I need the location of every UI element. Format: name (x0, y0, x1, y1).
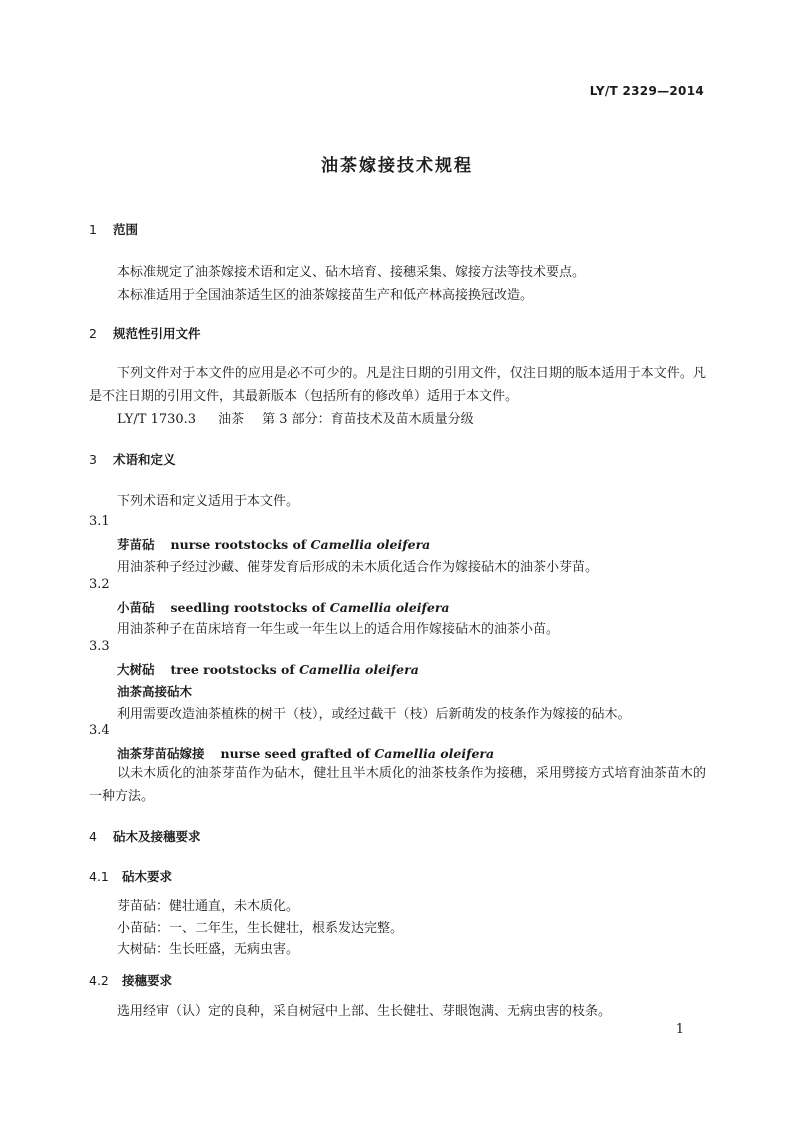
subsection-title: 砧木要求 (122, 869, 173, 884)
subsection-title: 接穗要求 (122, 973, 173, 988)
subsection-number: 4.2 (89, 973, 109, 988)
term-definition: 以未木质化的油茶芽苗作为砧木，健壮且半木质化的油茶枝条作为接穗，采用劈接方式培育油茶苗木的一种方法。 (89, 766, 706, 804)
subsection-heading-4-1 (89, 867, 172, 885)
section-title: 范围 (113, 222, 139, 237)
paragraph: 下列文件对于本文件的应用是必不可少的。凡是注日期的引用文件，仅注日期的版本适用于本文件。凡是不注日期的引用文件，其最新版本（包括所有的修改单）适用于本文件。 (89, 366, 706, 404)
paragraph: 下列术语和定义适用于本文件。 (117, 494, 300, 509)
section-heading-2 (89, 324, 201, 342)
term-zh: 油茶芽苗砧嫁接 (117, 746, 205, 761)
term-number: 3.2 (89, 577, 110, 592)
reference-title-b: 第 3 部分：育苗技术及苗木质量分级 (262, 412, 474, 427)
term-number: 3.4 (89, 723, 110, 738)
term-synonym: 油茶高接砧木 (117, 684, 193, 699)
section-number: 2 (89, 326, 97, 341)
subsection-number: 4.1 (89, 869, 109, 884)
page-title: 油茶嫁接技术规程 (321, 156, 473, 176)
normative-reference (117, 408, 474, 427)
term-en: seedling rootstocks of Camellia oleifera (170, 600, 450, 615)
term-zh: 小苗砧 (117, 600, 155, 615)
requirement-line: 选用经审（认）定的良种，采自树冠中上部、生长健壮、芽眼饱满、无病虫害的枝条。 (117, 1004, 612, 1019)
requirement-line: 大树砧：生长旺盛，无病虫害。 (117, 942, 300, 957)
paragraph: 本标准适用于全国油茶适生区的油茶嫁接苗生产和低产林高接换冠改造。 (117, 288, 534, 303)
term-zh: 大树砧 (117, 662, 155, 677)
section-number: 1 (89, 222, 97, 237)
section-number: 3 (89, 452, 97, 467)
reference-title-a: 油茶 (218, 412, 245, 427)
term-en: nurse seed grafted of Camellia oleifera (220, 746, 495, 761)
term-entry (117, 660, 419, 678)
section-title: 砧木及接穗要求 (113, 829, 201, 844)
term-en: nurse rootstocks of Camellia oleifera (170, 537, 431, 552)
term-entry (117, 535, 430, 553)
section-title: 术语和定义 (113, 452, 176, 467)
reference-code: LY/T 1730.3 (117, 412, 197, 427)
term-en: tree rootstocks of Camellia oleifera (170, 662, 419, 677)
section-heading-1 (89, 220, 138, 238)
paragraph: 本标准规定了油茶嫁接术语和定义、砧木培育、接穗采集、嫁接方法等技术要点。 (117, 265, 586, 280)
page-number: 1 (675, 1022, 684, 1037)
term-entry (117, 744, 494, 762)
requirement-line: 芽苗砧：健壮通直，未木质化。 (117, 899, 300, 914)
term-number: 3.3 (89, 639, 110, 654)
term-number: 3.1 (89, 514, 110, 529)
term-definition: 用油茶种子在苗床培育一年生或一年生以上的适合用作嫁接砧木的油茶小苗。 (117, 622, 560, 637)
term-zh: 芽苗砧 (117, 537, 155, 552)
requirement-line: 小苗砧：一、二年生，生长健壮，根系发达完整。 (117, 921, 404, 936)
term-entry (117, 598, 450, 616)
section-heading-4 (89, 827, 201, 845)
section-heading-3 (89, 450, 176, 468)
term-definition: 用油茶种子经过沙藏、催芽发育后形成的未木质化适合作为嫁接砧木的油茶小芽苗。 (117, 560, 599, 575)
section-title: 规范性引用文件 (113, 326, 201, 341)
standard-code: LY/T 2329—2014 (589, 84, 704, 98)
section-number: 4 (89, 829, 97, 844)
term-definition: 利用需要改造油茶植株的树干（枝），或经过截干（枝）后新萌发的枝条作为嫁接的砧木。 (117, 707, 631, 722)
subsection-heading-4-2 (89, 971, 172, 989)
